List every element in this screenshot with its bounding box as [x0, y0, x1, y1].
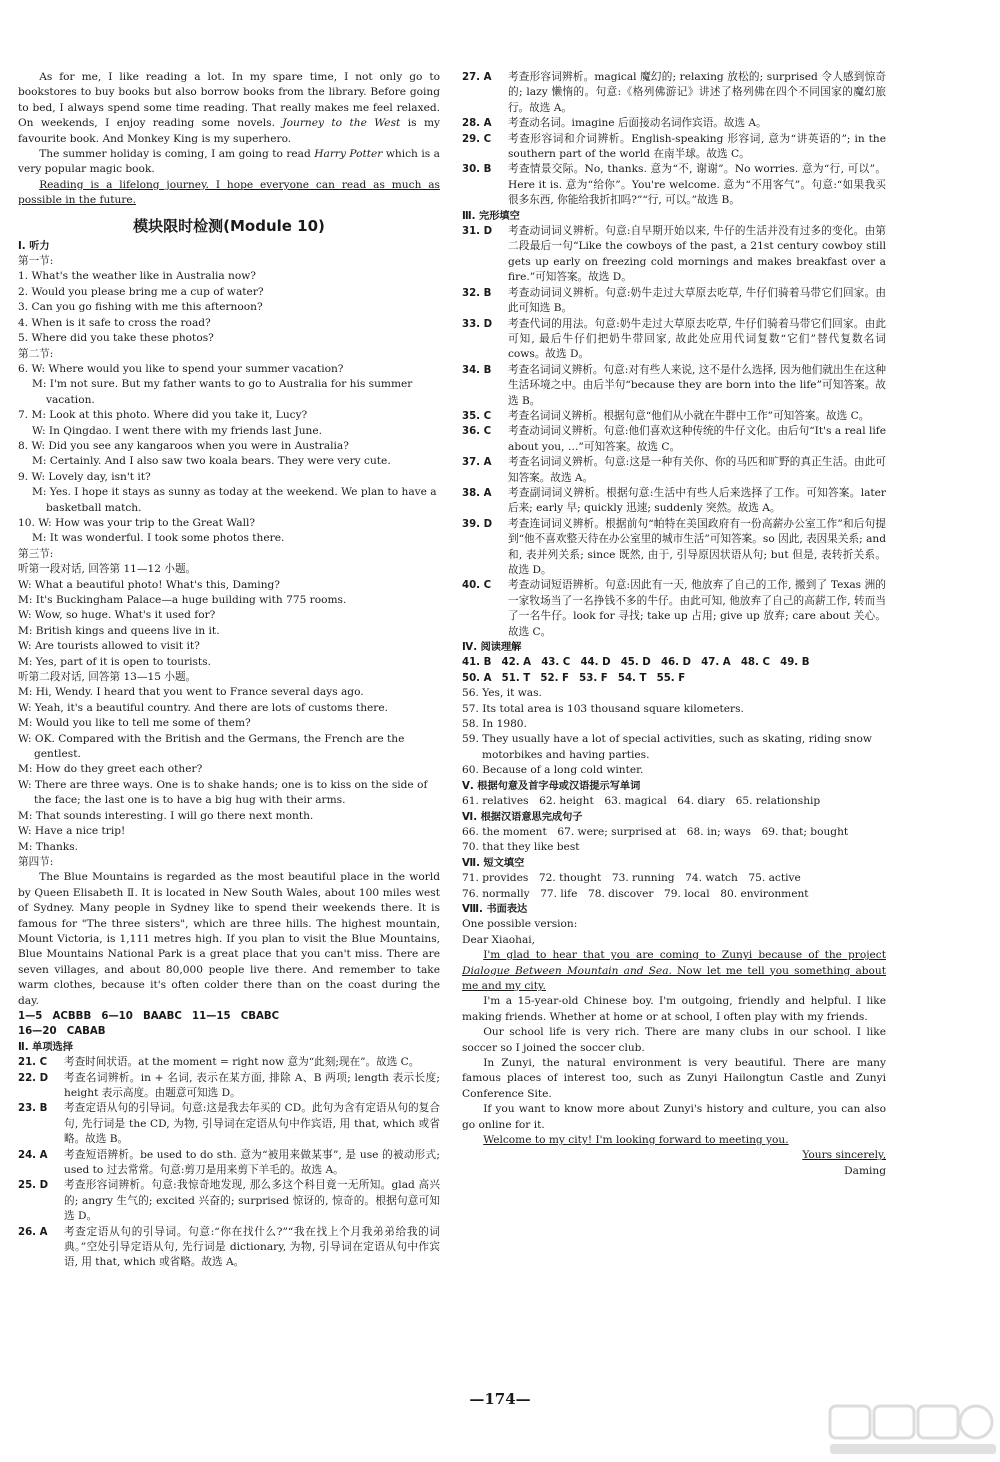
dialogue-2-instruction: 听第二段对话, 回答第 13—15 小题。 — [18, 671, 197, 684]
sentence-keys-row: 66. the moment 67. were; surprised at 68. in; ways 69. that; bought — [462, 825, 849, 838]
answer-item: 25. D 考查形容词辨析。句意:我惊奇地发现, 那么多这个科目竟一无所知。glad 高兴的; angry 生气的; excited 兴奋的; surprised 惊讶的, 惊奇的。根据句意可知选 D。 — [18, 1179, 440, 1223]
list-item: 7. M: Look at this photo. Where did you take it, Lucy? — [18, 409, 308, 422]
list-item: M: I'm not sure. But my father wants to go to Australia for his summer vacation. — [32, 378, 413, 406]
part-2-label: 第二节: — [18, 347, 54, 360]
single-choice-answers-continued — [462, 70, 886, 209]
answer-item: 26. A 考查定语从句的引导词。句意:“你在找什么?”“我在找上个月我弟弟给我的词典。”空处引导定语从句, 先行词是 dictionary, 为物, 引导词在定语从句中作宾语, 用 that, which 或省略。故选 A。 — [18, 1225, 440, 1269]
list-item: W: Wow, so huge. What's it used for? — [18, 609, 216, 622]
reading-keys-row: 41. B 42. A 43. C 44. D 45. D 46. D 47. A 48. C 49. B — [462, 657, 810, 669]
answer-item: 23. B 考查定语从句的引导词。句意:这是我去年买的 CD。此句为含有定语从句的复合句, 先行词是 the CD, 为物, 引导词在定语从句中作宾语, 用 that, which 或省略。故选 B。 — [18, 1102, 440, 1146]
list-item: W: OK. Compared with the British and the Germans, the French are the gentlest. — [18, 732, 405, 761]
list-item: M: Yes. I hope it stays as sunny as today at the weekend. We plan to have a basketball match. — [32, 486, 437, 514]
essay-paragraph-2: The summer holiday is coming, I am going to read Harry Potter which is a very popular magic book. — [18, 148, 440, 176]
answer-item: 39. D 考查连词词义辨析。根据前句“帕特在美国政府有一份高薪办公室工作”和后句提到“他不喜欢整天待在办公室里的城市生活”可知答案。so 因此, 表因果关系; and 和, 表并列关系; since 既然, 由于, 引导原因状语从句; but 但是, 表转折关系。故选 D。 — [462, 517, 886, 576]
left-column — [18, 70, 440, 1271]
part-2-items — [18, 362, 440, 547]
letter-paragraph-4: In Zunyi, the natural environment is very beautiful. There are many famous places of interest too, such as Zunyi Hailongtun Castle and Zunyi Conference Site. — [462, 1057, 886, 1100]
answer-item: 34. B 考查名词词义辨析。句意:对有些人来说, 这不是什么选择, 因为他们就出生在这种生活环境之中。由后半句“because they are born into the life”可知答案。故选 B。 — [462, 363, 886, 407]
list-item: M: It was wonderful. I took some photos there. — [32, 532, 285, 545]
list-item: 59. They usually have a lot of special activities, such as skating, riding snow motorbikes and having parties. — [462, 733, 872, 761]
list-item: 60. Because of a long cold winter. — [462, 764, 644, 777]
list-item: M: Hi, Wendy. I heard that you went to France several days ago. — [18, 686, 364, 699]
listening-keys-2: 16—20 CABAB — [18, 1026, 106, 1038]
single-choice-answers — [18, 1055, 440, 1271]
list-item: 58. In 1980. — [462, 718, 527, 731]
letter-signature: Daming — [844, 1164, 886, 1177]
list-item: M: How do they greet each other? — [18, 763, 203, 776]
page-number: —174— — [469, 1390, 531, 1408]
listening-heading: Ⅰ. 听力 — [18, 240, 50, 252]
answer-item: 33. D 考查代词的用法。句意:奶牛走过大草原去吃草, 牛仔们骑着马带它们回家。由此可知, 最后牛仔们把奶牛带回家, 故此处应用代词复数“它们”替代复数名词 cows。故选 D。 — [462, 317, 886, 361]
list-item: 9. W: Lovely day, isn't it? — [18, 470, 151, 483]
module-title: 模块限时检测(Module 10) — [133, 216, 325, 235]
single-choice-heading: Ⅱ. 单项选择 — [18, 1041, 73, 1053]
answer-item: 24. A 考查短语辨析。be used to do sth. 意为“被用来做某事”, 是 use 的被动形式; used to 过去常常。句意:剪刀是用来剪下羊毛的。故选 A。 — [18, 1148, 440, 1177]
answer-item: 22. D 考查名词辨析。in + 名词, 表示在某方面, 排除 A、B 两项; length 表示长度; height 表示高度。由题意可知选 D。 — [18, 1071, 440, 1099]
list-item: M: Would you like to tell me some of them? — [18, 717, 251, 730]
list-item: 56. Yes, it was. — [462, 687, 542, 700]
list-item: 4. When is it safe to cross the road? — [18, 316, 211, 329]
listening-keys-1: 1—5 ACBBB 6—10 BAABC 11—15 CBABC — [18, 1010, 280, 1022]
list-item: M: Certainly. And I also saw two koala bears. They were very cute. — [32, 455, 391, 468]
sentence-completion-heading: Ⅵ. 根据汉语意思完成句子 — [462, 811, 583, 823]
passage-fill-keys-row: 76. normally 77. life 78. discover 79. local 80. environment — [462, 887, 809, 900]
answer-item: 40. C 考查动词短语辨析。句意:因此有一天, 他放弃了自己的工作, 搬到了 Texas 洲的一家牧场当了一名挣钱不多的牛仔。由此可知, 他放弃了自己的高薪工作, 转而当了一名牛仔。look for 寻找; take up 占用; give up 放弃; care about 关心。故选 C。 — [462, 579, 886, 638]
word-spelling-keys: 61. relatives 62. height 63. magical 64. diary 65. relationship — [462, 795, 821, 808]
passage-fill-keys-row: 71. provides 72. thought 73. running 74. watch 75. active — [462, 872, 801, 885]
letter-paragraph-1: I'm glad to hear that you are coming to Zunyi because of the project Dialogue Between Mountain and Sea. Now let me tell you something about me and my city. — [462, 949, 887, 992]
reading-keys-row: 50. A 51. T 52. F 53. F 54. T 55. F — [462, 672, 686, 684]
letter-greeting: Dear Xiaohai, — [462, 933, 536, 946]
answer-item: 37. A 考查名词词义辨析。句意:这是一种有关你、你的马匹和旷野的真正生活。由此可知答案。故选 A。 — [462, 456, 886, 484]
sentence-keys-row: 70. that they like best — [462, 841, 580, 854]
part-3-label: 第三节: — [18, 547, 54, 560]
letter-paragraph-5: If you want to know more about Zunyi's history and culture, you can also go online for it. — [462, 1103, 886, 1131]
essay-paragraph-3: Reading is a lifelong journey. I hope everyone can read as much as possible in the future. — [18, 178, 440, 207]
word-spelling-heading: Ⅴ. 根据句意及首字母或汉语提示写单词 — [462, 780, 641, 792]
list-item: M: Yes, part of it is open to tourists. — [18, 655, 211, 668]
list-item: 5. Where did you take these photos? — [18, 332, 214, 345]
list-item: W: What a beautiful photo! What's this, Daming? — [18, 578, 280, 591]
part-1-label: 第一节: — [18, 255, 54, 268]
list-item: M: Thanks. — [18, 840, 79, 853]
answer-item: 21. C 考查时间状语。at the moment = right now 意为“此刻;现在”。故选 C。 — [18, 1056, 420, 1069]
dialogue-1 — [18, 578, 440, 670]
list-item: W: Have a nice trip! — [18, 825, 126, 838]
answer-item: 38. A 考查副词词义辨析。根据句意:生活中有些人后来选择了工作。可知答案。later 后来; early 早; quickly 迅速; suddenly 突然。故选 A。 — [462, 486, 886, 515]
answer-item: 35. C 考查名词词义辨析。根据句意“他们从小就在牛群中工作”可知答案。故选 C。 — [462, 409, 870, 422]
part-4-passage: The Blue Mountains is regarded as the most beautiful place in the world by Queen Elisabeth Ⅱ. It is located in New South Wales, about 100 miles west of Sydney. Many people in Sydney like to spend their weekends there. It is famous for "The three sisters", which are three hills. The highest mountain, Mount Victoria, is 1,111 metres high. If you plan to visit the Blue Mountains, Blue Mountains National Park is a great place that you can't miss. There are seven villages, and about 80,000 people live there. And remember to take warm clothes, because it's often colder there than on the coast during the day. — [18, 871, 440, 1007]
list-item: 57. Its total area is 103 thousand square kilometers. — [462, 702, 744, 715]
answer-item: 27. A 考查形容词辨析。magical 魔幻的; relaxing 放松的; surprised 令人感到惊奇的; lazy 懒惰的。句意:《格列佛游记》讲述了格列佛在四个不同国家的魔幻旅行。故选 A。 — [462, 71, 886, 114]
letter-paragraph-3: Our school life is very rich. There are many clubs in our school. I like soccer so I joined the soccer club. — [462, 1026, 886, 1054]
list-item: W: Are tourists allowed to visit it? — [18, 640, 200, 653]
list-item: 10. W: How was your trip to the Great Wall? — [18, 516, 256, 529]
letter-paragraph-2: I'm a 15-year-old Chinese boy. I'm outgoing, friendly and helpful. I like making friends. Whether at home or at school, I often play with my friends. — [462, 995, 886, 1023]
list-item: 3. Can you go fishing with me this afternoon? — [18, 301, 263, 314]
writing-heading: Ⅷ. 书面表达 — [462, 903, 528, 915]
list-item: M: It's Buckingham Palace—a huge building with 775 rooms. — [18, 594, 347, 606]
letter-paragraph-6: Welcome to my city! I'm looking forward to meeting you. — [483, 1134, 789, 1147]
dialogue-2 — [18, 685, 440, 854]
passage-fill-heading: Ⅶ. 短文填空 — [462, 857, 525, 869]
list-item: 6. W: Where would you like to spend your summer vacation? — [18, 362, 344, 375]
dialogue-1-instruction: 听第一段对话, 回答第 11—12 小题。 — [18, 563, 197, 576]
cloze-heading: Ⅲ. 完形填空 — [462, 210, 520, 222]
cloze-answers — [462, 224, 886, 640]
reading-heading: Ⅳ. 阅读理解 — [462, 642, 522, 654]
right-column — [462, 70, 886, 1179]
letter-closing: Yours sincerely, — [802, 1149, 886, 1162]
part-1-items — [18, 269, 440, 346]
answer-item: 36. C 考查动词词义辨析。句意:他们喜欢这种传统的牛仔文化。由后句“It's a real life about you, …”可知答案。故选 C。 — [462, 425, 886, 453]
answer-item: 28. A 考查动名词。imagine 后面接动名词作宾语。故选 A。 — [462, 117, 767, 130]
list-item: 8. W: Did you see any kangaroos when you were in Australia? — [18, 439, 349, 452]
answer-item: 29. C 考查形容词和介词辨析。English-speaking 形容词, 意为“讲英语的”; in the southern part of the world 在南半球。故选 C。 — [462, 132, 886, 161]
list-item: 2. Would you please bring me a cup of water? — [18, 285, 264, 298]
essay-paragraph-1: As for me, I like reading a lot. In my spare time, I not only go to bookstores to buy books but also borrow books from the library. Before going to bed, I always spend some time reading. That really makes me feel relaxed. On weekends, I enjoy reading some novels. Journey to the West is my favourite book. And Monkey King is my superhero. — [18, 71, 440, 145]
answer-item: 31. D 考查动词词义辨析。句意:自早期开始以来, 牛仔的生活并没有过多的变化。由第二段最后一句“Like the cowboys of the past, a 21st century cowboy still gets up early on freezing cold mornings and makes breakfast over a fire.”可知答案。故选 D。 — [462, 225, 886, 284]
list-item: W: There are three ways. One is to shake hands; one is to kiss on the side of the face; the last one is to have a big hug with their arms. — [18, 778, 428, 807]
answer-item: 32. B 考查动词词义辨析。句意:奶牛走过大草原去吃草, 牛仔们骑着马带它们回家。由此可知选 B。 — [462, 286, 886, 315]
list-item: M: That sounds interesting. I will go there next month. — [18, 809, 314, 822]
watermark-logo-icon — [828, 1402, 998, 1458]
list-item: M: British kings and queens live in it. — [18, 624, 220, 637]
list-item: W: In Qingdao. I went there with my friends last June. — [32, 424, 323, 437]
list-item: W: Yeah, it's a beautiful country. And there are lots of customs there. — [18, 701, 388, 714]
answer-item: 30. B 考查情景交际。No, thanks. 意为“不, 谢谢”。No worries. 意为“行, 可以”。Here it is. 意为“给你”。You're welcome. 意为“不用客气”。句意:“如果我买很多东西, 你能给我折扣吗?”“行, 可以。”故选 B。 — [462, 163, 886, 207]
writing-intro: One possible version: — [462, 918, 578, 931]
part-4-label: 第四节: — [18, 855, 54, 868]
list-item: 1. What's the weather like in Australia now? — [18, 270, 256, 283]
